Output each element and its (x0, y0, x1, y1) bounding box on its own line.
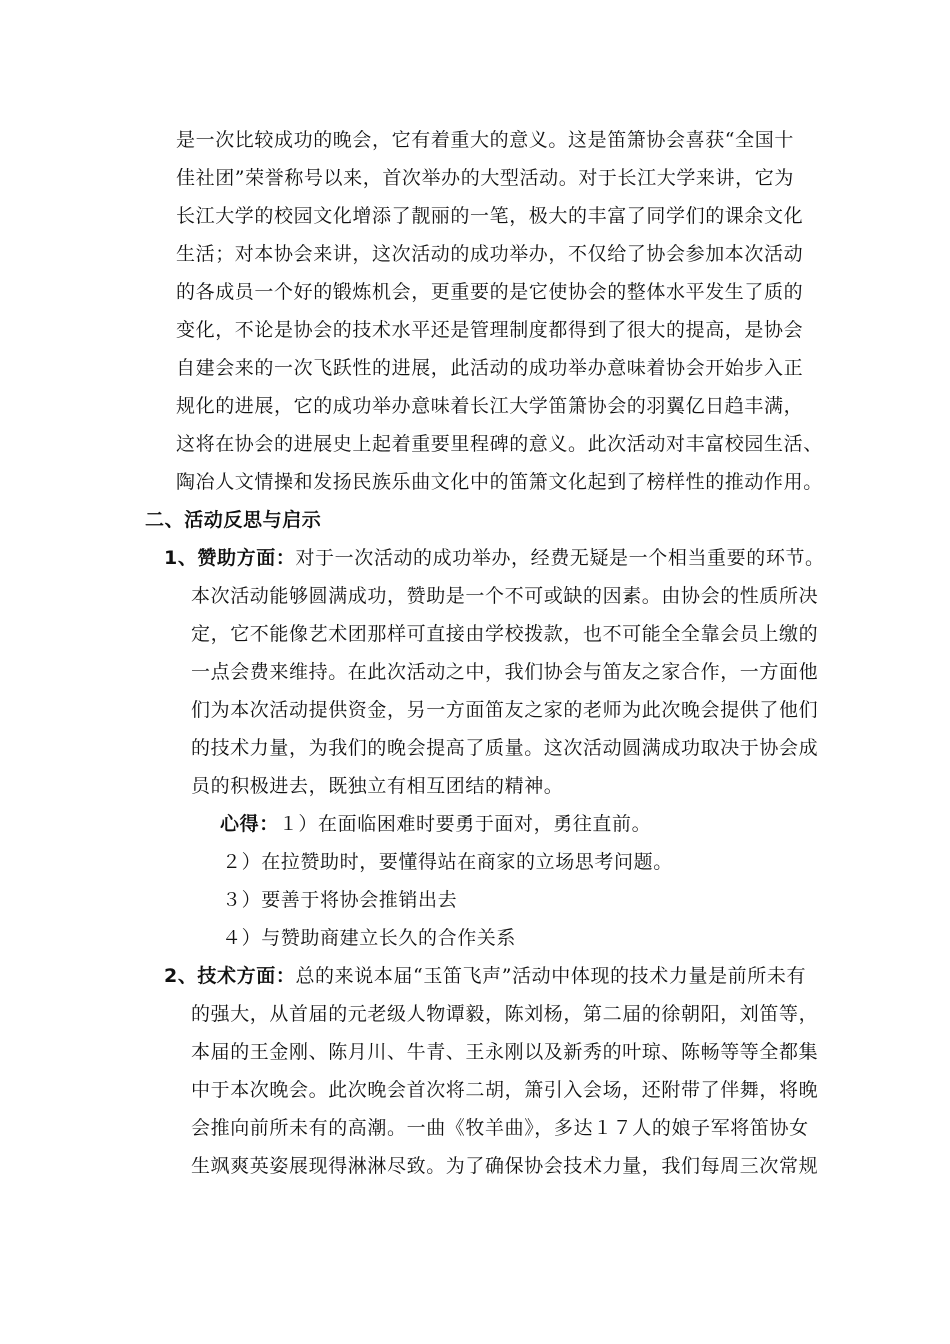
insight-text: １）在面临困难时要勇于面对，勇往直前。 (278, 813, 652, 835)
intro-line: 佳社团”荣誉称号以来，首次举办的大型活动。对于长江大学来讲，它为 (176, 167, 794, 189)
intro-line: 是一次比较成功的晚会，它有着重大的意义。这是笛箫协会喜获“全国十 (176, 129, 794, 151)
insight-line: ４）与赞助商建立长久的合作关系 (222, 927, 517, 949)
intro-line: 长江大学的校园文化增添了靓丽的一笔，极大的丰富了同学们的课余文化 (176, 205, 804, 227)
item-number: 1、 (164, 547, 198, 569)
item-technical-line: 生飒爽英姿展现得淋淋尽致。为了确保协会技术力量，我们每周三次常规 (191, 1155, 819, 1177)
item-text: 对于一次活动的成功举办，经费无疑是一个相当重要的环节。 (295, 547, 825, 569)
insight-label: 心得： (220, 813, 279, 835)
item-number: 2、 (164, 965, 198, 987)
intro-line: 变化，不论是协会的技术水平还是管理制度都得到了很大的提高，是协会 (176, 319, 804, 341)
intro-line: 规化的进展，它的成功举办意味着长江大学笛箫协会的羽翼亿日趋丰满， (176, 395, 804, 417)
intro-line: 的各成员一个好的锻炼机会，更重要的是它使协会的整体水平发生了质的 (176, 281, 804, 303)
item-technical-line: 中于本次晚会。此次晚会首次将二胡，箫引入会场，还附带了伴舞，将晚 (191, 1079, 819, 1101)
insight-line: ３）要善于将协会推销出去 (222, 889, 458, 911)
item-text: 总的来说本届“玉笛飞声”活动中体现的技术力量是前所未有 (295, 965, 807, 987)
intro-line: 生活；对本协会来讲，这次活动的成功举办，不仅给了协会参加本次活动 (176, 243, 804, 265)
item-sponsorship-line: 一点会费来维持。在此次活动之中，我们协会与笛友之家合作，一方面他 (191, 661, 819, 683)
item-sponsorship-line: 们为本次活动提供资金，另一方面笛友之家的老师为此次晚会提供了他们 (191, 699, 819, 721)
intro-line: 陶冶人文情操和发扬民族乐曲文化中的笛箫文化起到了榜样性的推动作用。 (176, 471, 823, 493)
item-technical-first-line (164, 963, 806, 989)
item-technical-line: 本届的王金刚、陈月川、牛青、王永刚以及新秀的叶琼、陈畅等等全都集 (191, 1041, 819, 1063)
insight-line (220, 811, 651, 837)
intro-line: 自建会来的一次飞跃性的进展，此活动的成功举办意味着协会开始步入正 (176, 357, 804, 379)
item-title: 技术方面： (197, 965, 296, 987)
item-sponsorship-line: 定，它不能像艺术团那样可直接由学校拨款，也不可能全全靠会员上缴的 (191, 623, 819, 645)
item-sponsorship-line: 的技术力量，为我们的晚会提高了质量。这次活动圆满成功取决于协会成 (191, 737, 819, 759)
item-sponsorship-first-line (164, 545, 825, 571)
item-sponsorship-line: 本次活动能够圆满成功，赞助是一个不可或缺的因素。由协会的性质所决 (191, 585, 819, 607)
item-title: 赞助方面： (197, 547, 296, 569)
item-technical-line: 会推向前所未有的高潮。一曲《牧羊曲》，多达１７人的娘子军将笛协女 (191, 1117, 809, 1139)
item-sponsorship-line: 员的积极进去，既独立有相互团结的精神。 (191, 775, 564, 797)
item-technical-line: 的强大，从首届的元老级人物谭毅，陈刘杨，第二届的徐朝阳，刘笛等， (191, 1003, 819, 1025)
intro-line: 这将在协会的进展史上起着重要里程碑的意义。此次活动对丰富校园生活、 (176, 433, 823, 455)
section-heading: 二、活动反思与启示 (145, 509, 322, 531)
insight-line: ２）在拉赞助时，要懂得站在商家的立场思考问题。 (222, 851, 673, 873)
